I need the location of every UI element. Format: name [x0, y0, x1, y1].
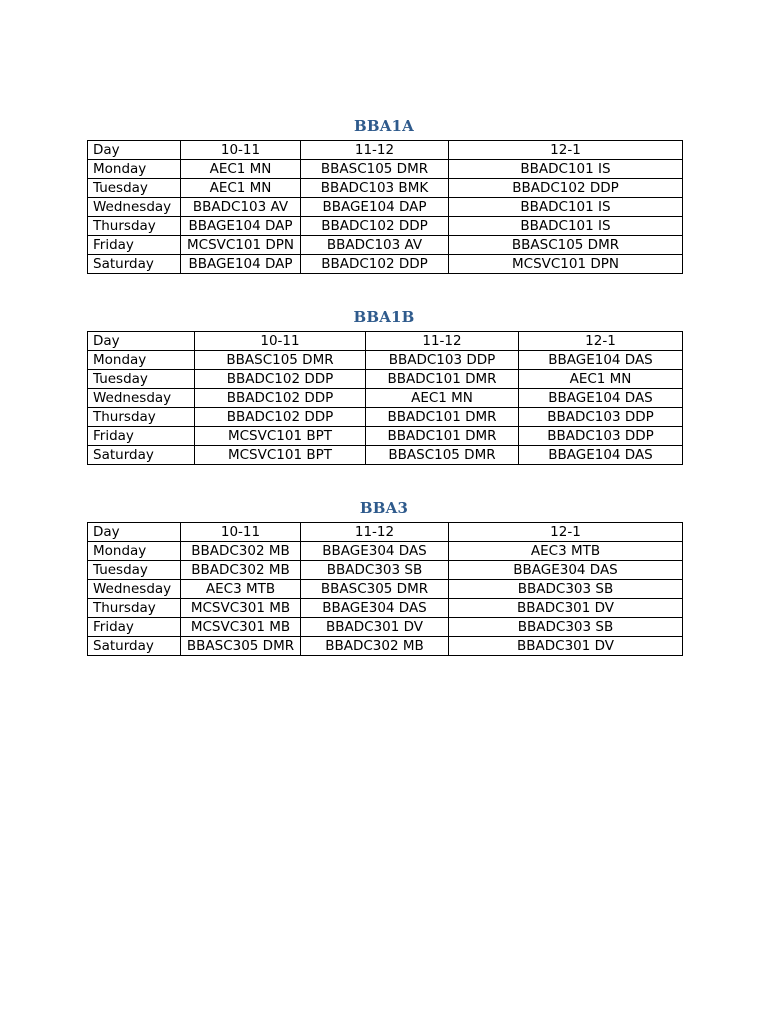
day-cell: Saturday: [88, 637, 181, 656]
class-cell: BBASC305 DMR: [181, 637, 301, 656]
day-cell: Monday: [88, 351, 195, 370]
header-slot-10-11: 10-11: [181, 523, 301, 542]
table-row: [88, 637, 683, 656]
class-cell: BBASC305 DMR: [301, 580, 449, 599]
section-title-bba1b: BBA1B: [353, 308, 415, 326]
class-cell: BBADC101 IS: [449, 160, 683, 179]
header-slot-10-11: 10-11: [181, 141, 301, 160]
class-cell: BBADC303 SB: [449, 580, 683, 599]
class-cell: BBAGE104 DAS: [519, 351, 683, 370]
table-row: [88, 408, 683, 427]
class-cell: AEC1 MN: [181, 179, 301, 198]
header-day: Day: [88, 332, 195, 351]
header-slot-11-12: 11-12: [301, 141, 449, 160]
header-slot-11-12: 11-12: [301, 523, 449, 542]
header-slot-10-11: 10-11: [195, 332, 366, 351]
table-row: [88, 580, 683, 599]
class-cell: BBADC102 DDP: [449, 179, 683, 198]
class-cell: MCSVC301 MB: [181, 618, 301, 637]
table-row: [88, 217, 683, 236]
day-cell: Friday: [88, 427, 195, 446]
day-cell: Wednesday: [88, 389, 195, 408]
day-cell: Monday: [88, 160, 181, 179]
class-cell: AEC3 MTB: [449, 542, 683, 561]
day-cell: Wednesday: [88, 580, 181, 599]
class-cell: BBADC103 DDP: [366, 351, 519, 370]
header-day: Day: [88, 523, 181, 542]
day-cell: Wednesday: [88, 198, 181, 217]
table-row: [88, 427, 683, 446]
class-cell: BBASC105 DMR: [449, 236, 683, 255]
header-day: Day: [88, 141, 181, 160]
class-cell: AEC1 MN: [519, 370, 683, 389]
class-cell: BBADC101 IS: [449, 217, 683, 236]
class-cell: BBAGE304 DAS: [301, 599, 449, 618]
class-cell: MCSVC301 MB: [181, 599, 301, 618]
class-cell: BBADC102 DDP: [301, 217, 449, 236]
class-cell: BBAGE104 DAP: [301, 198, 449, 217]
class-cell: BBAGE104 DAS: [519, 389, 683, 408]
class-cell: MCSVC101 DPN: [449, 255, 683, 274]
day-cell: Thursday: [88, 408, 195, 427]
class-cell: BBADC103 AV: [181, 198, 301, 217]
table-row: [88, 198, 683, 217]
class-cell: BBADC302 MB: [181, 542, 301, 561]
class-cell: AEC1 MN: [366, 389, 519, 408]
table-row: [88, 561, 683, 580]
table-header-row: [88, 141, 683, 160]
class-cell: BBADC301 DV: [449, 637, 683, 656]
day-cell: Tuesday: [88, 370, 195, 389]
header-slot-11-12: 11-12: [366, 332, 519, 351]
table-row: [88, 618, 683, 637]
class-cell: BBADC301 DV: [449, 599, 683, 618]
class-cell: BBADC103 DDP: [519, 408, 683, 427]
table-row: [88, 599, 683, 618]
class-cell: BBADC102 DDP: [195, 389, 366, 408]
day-cell: Thursday: [88, 599, 181, 618]
class-cell: BBADC103 DDP: [519, 427, 683, 446]
table-header-row: [88, 332, 683, 351]
table-row: [88, 179, 683, 198]
class-cell: BBADC101 DMR: [366, 427, 519, 446]
class-cell: BBAGE104 DAP: [181, 217, 301, 236]
table-row: [88, 351, 683, 370]
timetable-bba1a: [87, 140, 683, 274]
class-cell: AEC3 MTB: [181, 580, 301, 599]
day-cell: Tuesday: [88, 179, 181, 198]
class-cell: BBADC101 DMR: [366, 370, 519, 389]
day-cell: Saturday: [88, 255, 181, 274]
day-cell: Monday: [88, 542, 181, 561]
class-cell: BBADC101 IS: [449, 198, 683, 217]
table-row: [88, 236, 683, 255]
class-cell: BBAGE304 DAS: [301, 542, 449, 561]
timetable-bba3: [87, 522, 683, 656]
day-cell: Friday: [88, 618, 181, 637]
class-cell: BBAGE104 DAS: [519, 446, 683, 465]
class-cell: BBASC105 DMR: [301, 160, 449, 179]
class-cell: BBADC103 AV: [301, 236, 449, 255]
class-cell: BBADC303 SB: [449, 618, 683, 637]
class-cell: AEC1 MN: [181, 160, 301, 179]
table-row: [88, 370, 683, 389]
table-header-row: [88, 523, 683, 542]
table-row: [88, 160, 683, 179]
class-cell: BBADC302 MB: [301, 637, 449, 656]
table-row: [88, 389, 683, 408]
class-cell: BBAGE104 DAP: [181, 255, 301, 274]
day-cell: Tuesday: [88, 561, 181, 580]
class-cell: BBADC301 DV: [301, 618, 449, 637]
day-cell: Thursday: [88, 217, 181, 236]
class-cell: BBAGE304 DAS: [449, 561, 683, 580]
class-cell: BBADC103 BMK: [301, 179, 449, 198]
table-row: [88, 446, 683, 465]
class-cell: MCSVC101 BPT: [195, 446, 366, 465]
section-title-bba1a: BBA1A: [353, 117, 415, 135]
header-slot-12-1: 12-1: [519, 332, 683, 351]
day-cell: Saturday: [88, 446, 195, 465]
class-cell: BBADC102 DDP: [301, 255, 449, 274]
timetable-bba1b: [87, 331, 683, 465]
header-slot-12-1: 12-1: [449, 141, 683, 160]
class-cell: BBADC102 DDP: [195, 408, 366, 427]
class-cell: BBADC101 DMR: [366, 408, 519, 427]
class-cell: BBASC105 DMR: [195, 351, 366, 370]
class-cell: BBADC303 SB: [301, 561, 449, 580]
header-slot-12-1: 12-1: [449, 523, 683, 542]
class-cell: BBADC302 MB: [181, 561, 301, 580]
table-row: [88, 542, 683, 561]
section-title-bba3: BBA3: [359, 499, 409, 517]
class-cell: BBASC105 DMR: [366, 446, 519, 465]
day-cell: Friday: [88, 236, 181, 255]
table-row: [88, 255, 683, 274]
class-cell: MCSVC101 BPT: [195, 427, 366, 446]
class-cell: MCSVC101 DPN: [181, 236, 301, 255]
class-cell: BBADC102 DDP: [195, 370, 366, 389]
